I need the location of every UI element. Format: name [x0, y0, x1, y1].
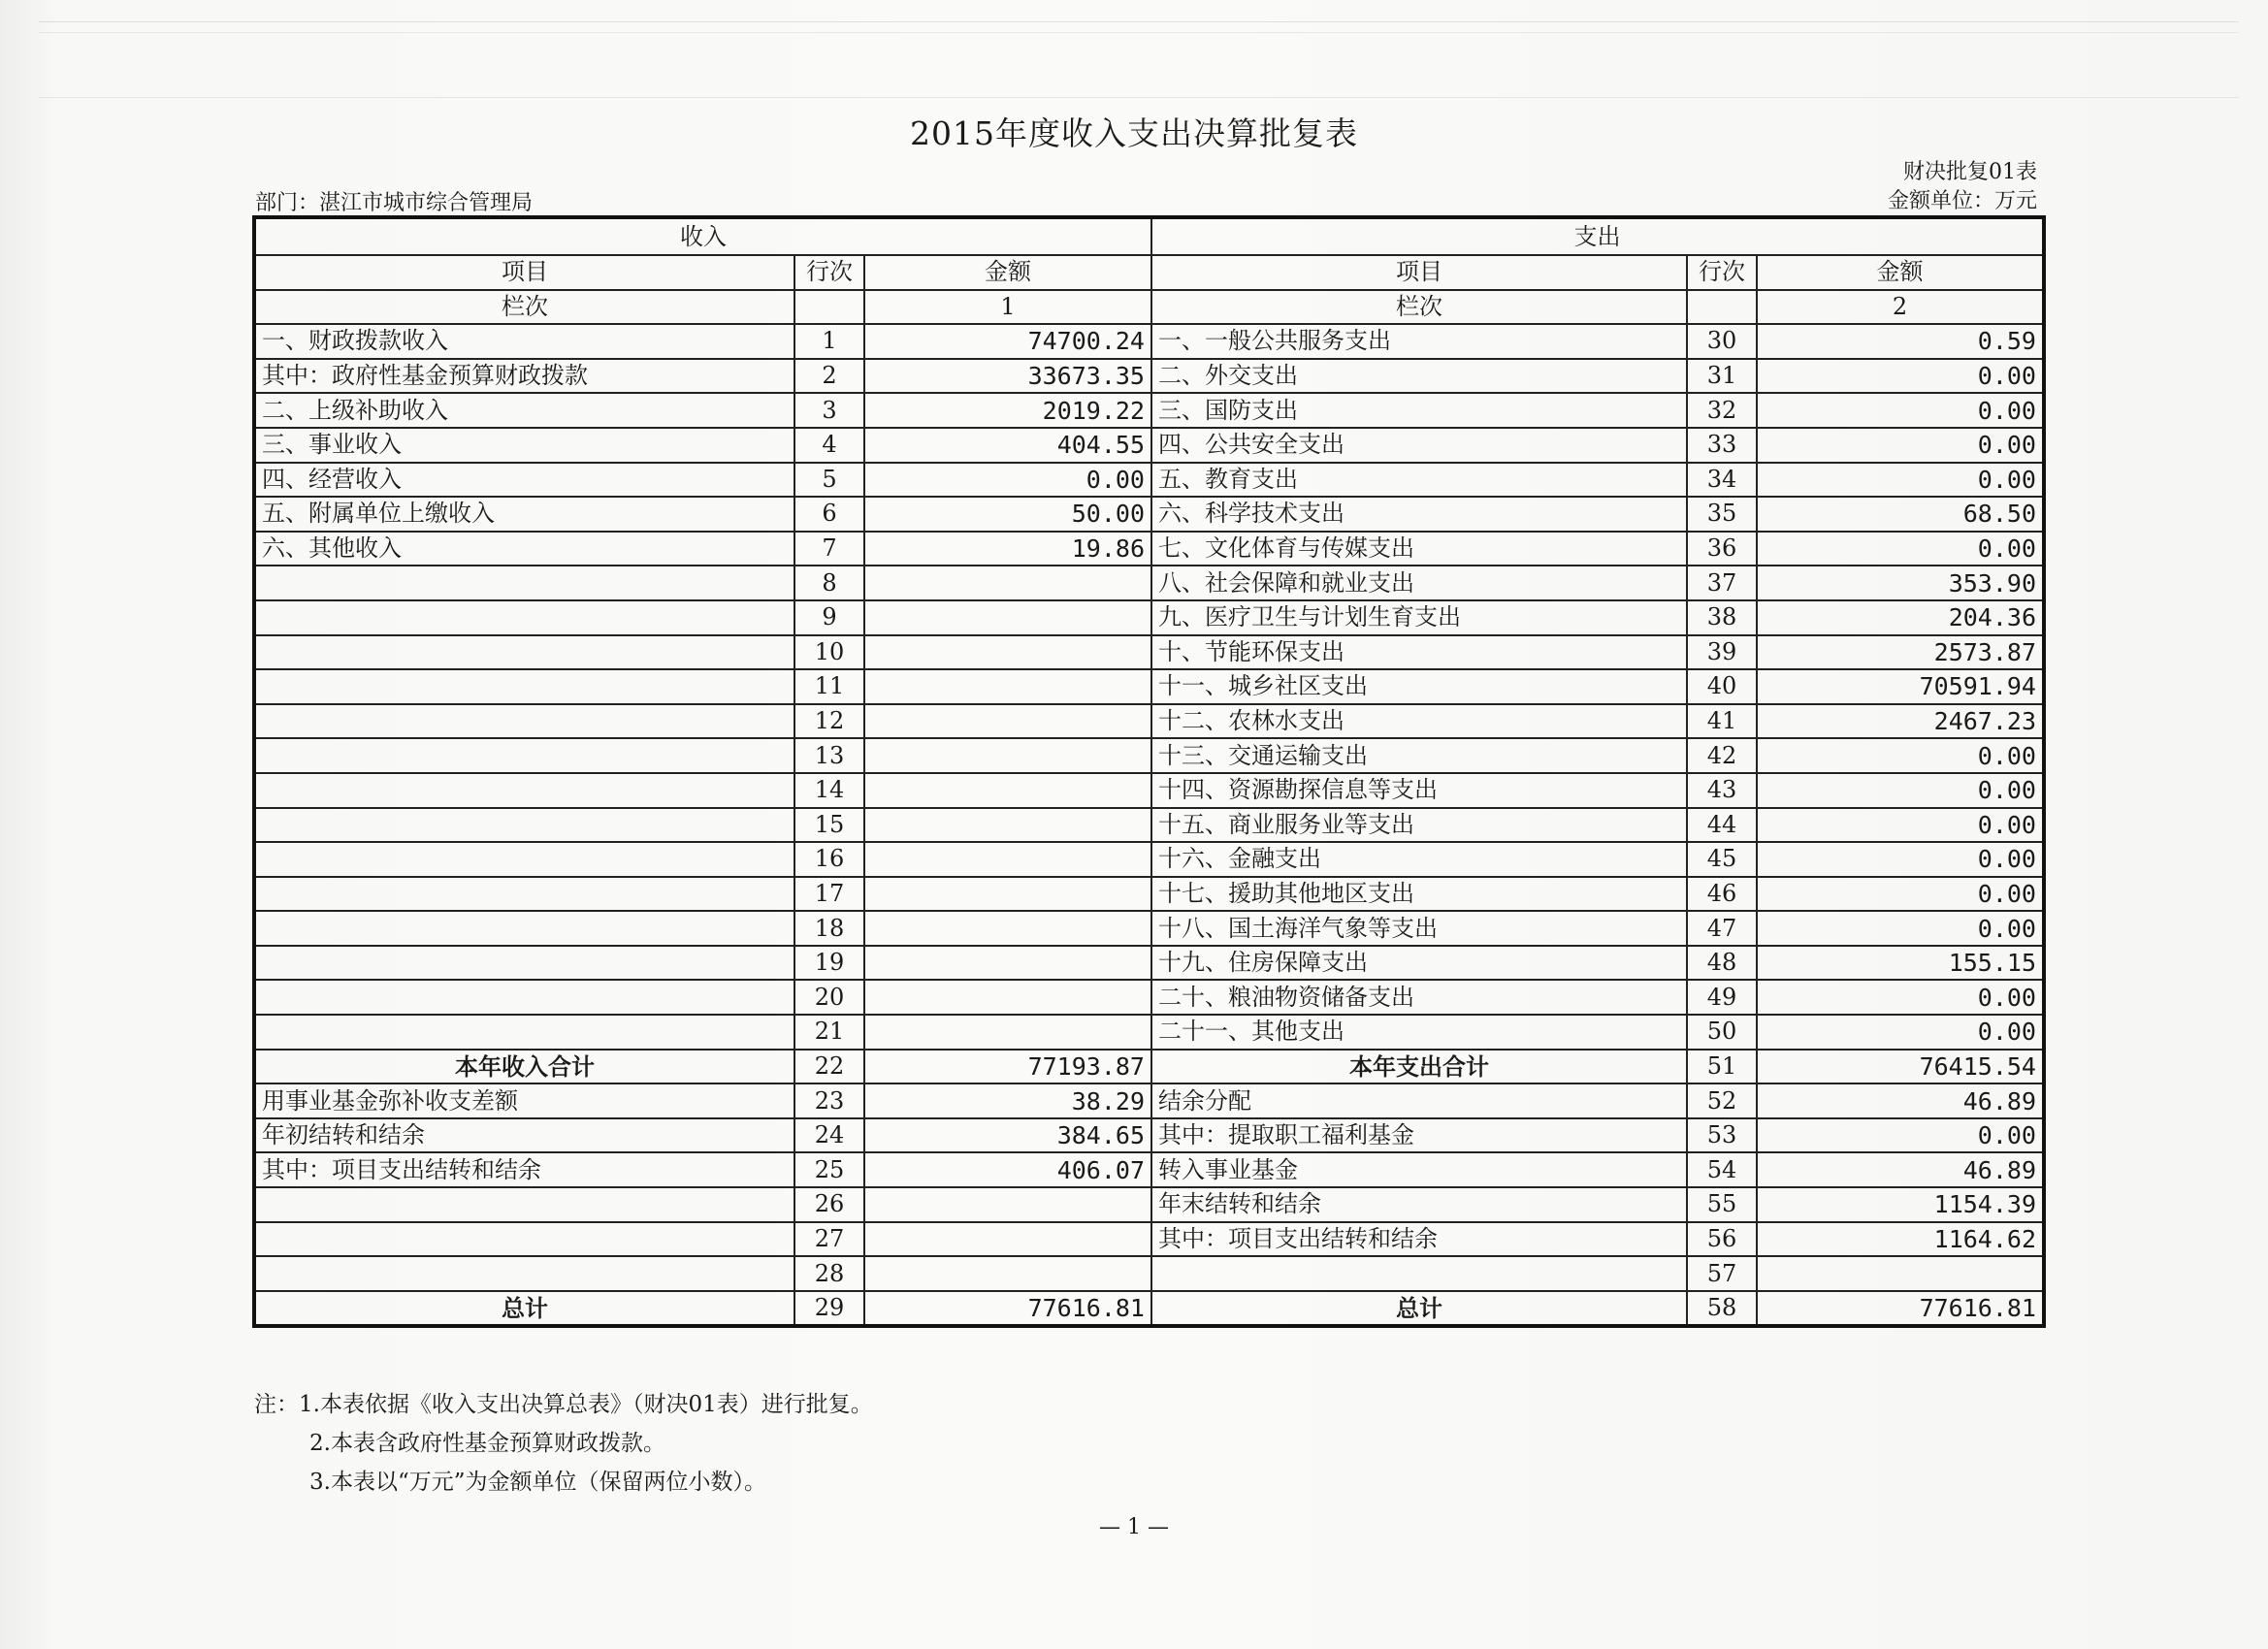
- table-row: [254, 842, 2044, 877]
- income-item-label: [254, 635, 794, 670]
- income-amount: 33673.35: [864, 359, 1151, 394]
- expense-line-header: 行次: [1687, 255, 1757, 290]
- expense-line-number: 36: [1687, 532, 1757, 566]
- expense-item-header: 项目: [1151, 255, 1687, 290]
- expense-amount: 353.90: [1757, 566, 2044, 600]
- income-section-header: 收入: [254, 217, 1151, 255]
- expense-item-label: 其中：项目支出结转和结余: [1151, 1222, 1687, 1257]
- table-row: [254, 738, 2044, 773]
- expense-amount: 0.00: [1757, 808, 2044, 843]
- expense-item-label: 八、社会保障和就业支出: [1151, 566, 1687, 600]
- income-line-number: 10: [794, 635, 864, 670]
- expense-amount-header: 金额: [1757, 255, 2044, 290]
- expense-line-number: 57: [1687, 1256, 1757, 1291]
- income-line-number: 27: [794, 1222, 864, 1257]
- expense-line-number: 47: [1687, 911, 1757, 946]
- table-row: [254, 669, 2044, 704]
- expense-amount: 0.00: [1757, 428, 2044, 463]
- income-amount: 406.07: [864, 1152, 1151, 1187]
- income-amount: 77193.87: [864, 1050, 1151, 1084]
- income-line-number: 3: [794, 393, 864, 428]
- income-item-label: [254, 808, 794, 843]
- income-item-label: [254, 1015, 794, 1050]
- income-item-label: [254, 566, 794, 600]
- income-line-number: 13: [794, 738, 864, 773]
- income-item-label: 二、上级补助收入: [254, 393, 794, 428]
- income-amount-header: 金额: [864, 255, 1151, 290]
- table-row: [254, 808, 2044, 843]
- income-amount: 384.65: [864, 1118, 1151, 1153]
- income-amount: 2019.22: [864, 393, 1151, 428]
- expense-amount: 2573.87: [1757, 635, 2044, 670]
- table-row: [254, 911, 2044, 946]
- expense-item-label: 二、外交支出: [1151, 359, 1687, 394]
- expense-item-label: 十二、农林水支出: [1151, 704, 1687, 739]
- income-column-label: 栏次: [254, 290, 794, 325]
- income-line-number: 12: [794, 704, 864, 739]
- income-line-number: 8: [794, 566, 864, 600]
- income-item-label: 四、经营收入: [254, 463, 794, 498]
- income-amount: [864, 980, 1151, 1015]
- income-item-label: 其中：项目支出结转和结余: [254, 1152, 794, 1187]
- income-line-number: 22: [794, 1050, 864, 1084]
- expense-amount: 0.00: [1757, 738, 2044, 773]
- expense-line-number: 45: [1687, 842, 1757, 877]
- income-line-number: 20: [794, 980, 864, 1015]
- expense-item-label: 本年支出合计: [1151, 1050, 1687, 1084]
- table-row: [254, 497, 2044, 532]
- table-row: [254, 635, 2044, 670]
- income-line-number: 26: [794, 1187, 864, 1222]
- income-amount: 404.55: [864, 428, 1151, 463]
- income-amount: [864, 808, 1151, 843]
- table-row: [254, 1015, 2044, 1050]
- income-amount: [864, 1222, 1151, 1257]
- expense-item-label: 转入事业基金: [1151, 1152, 1687, 1187]
- expense-item-label: 四、公共安全支出: [1151, 428, 1687, 463]
- table-row: [254, 428, 2044, 463]
- income-line-number: 23: [794, 1083, 864, 1118]
- expense-item-label: 十四、资源勘探信息等支出: [1151, 773, 1687, 808]
- expense-item-label: 十、节能环保支出: [1151, 635, 1687, 670]
- expense-line-number: 52: [1687, 1083, 1757, 1118]
- expense-amount: 0.00: [1757, 393, 2044, 428]
- expense-column-index: 2: [1757, 290, 2044, 325]
- expense-column-index-blank: [1687, 290, 1757, 325]
- document-title: 2015年度收入支出决算批复表: [910, 114, 1358, 152]
- table-row: [254, 1118, 2044, 1153]
- income-item-label: 六、其他收入: [254, 532, 794, 566]
- income-amount: 0.00: [864, 463, 1151, 498]
- income-item-label: 用事业基金弥补收支差额: [254, 1083, 794, 1118]
- table-row: [254, 1222, 2044, 1257]
- expense-item-label: 十七、援助其他地区支出: [1151, 877, 1687, 912]
- expense-line-number: 38: [1687, 600, 1757, 635]
- income-line-number: 28: [794, 1256, 864, 1291]
- income-line-number: 4: [794, 428, 864, 463]
- expense-item-label: 二十一、其他支出: [1151, 1015, 1687, 1050]
- income-line-number: 19: [794, 946, 864, 981]
- expense-line-number: 46: [1687, 877, 1757, 912]
- income-amount: 77616.81: [864, 1291, 1151, 1327]
- page-number: — 1 —: [1099, 1515, 1169, 1539]
- expense-line-number: 35: [1687, 497, 1757, 532]
- expense-amount: 0.00: [1757, 980, 2044, 1015]
- expense-line-number: 42: [1687, 738, 1757, 773]
- expense-item-label: 二十、粮油物资储备支出: [1151, 980, 1687, 1015]
- expense-line-number: 41: [1687, 704, 1757, 739]
- income-amount: [864, 704, 1151, 739]
- table-row: [254, 1291, 2044, 1327]
- expense-item-label: 六、科学技术支出: [1151, 497, 1687, 532]
- income-item-label: 其中：政府性基金预算财政拨款: [254, 359, 794, 394]
- table-row: [254, 1083, 2044, 1118]
- expense-amount: 46.89: [1757, 1083, 2044, 1118]
- column-header-row: [254, 255, 2044, 290]
- footnote-1: 注：1.本表依据《收入支出决算总表》（财决01表）进行批复。: [254, 1392, 873, 1417]
- expense-amount: [1757, 1256, 2044, 1291]
- expense-item-label: 十六、金融支出: [1151, 842, 1687, 877]
- expense-item-label: 十三、交通运输支出: [1151, 738, 1687, 773]
- table-row: [254, 704, 2044, 739]
- expense-amount: 70591.94: [1757, 669, 2044, 704]
- income-line-number: 18: [794, 911, 864, 946]
- table-row: [254, 1152, 2044, 1187]
- expense-item-label: 三、国防支出: [1151, 393, 1687, 428]
- expense-column-label: 栏次: [1151, 290, 1687, 325]
- income-item-label: 三、事业收入: [254, 428, 794, 463]
- expense-amount: 0.00: [1757, 842, 2044, 877]
- expense-line-number: 53: [1687, 1118, 1757, 1153]
- income-line-number: 5: [794, 463, 864, 498]
- expense-amount: 0.59: [1757, 324, 2044, 359]
- column-index-row: [254, 290, 2044, 325]
- expense-line-number: 51: [1687, 1050, 1757, 1084]
- income-item-label: [254, 1187, 794, 1222]
- income-amount: [864, 911, 1151, 946]
- income-amount: 19.86: [864, 532, 1151, 566]
- table-row: [254, 532, 2044, 566]
- expense-amount: 0.00: [1757, 359, 2044, 394]
- income-expense-table: [252, 215, 2046, 1328]
- income-amount: [864, 1187, 1151, 1222]
- expense-item-label: [1151, 1256, 1687, 1291]
- income-line-number: 1: [794, 324, 864, 359]
- expense-amount: 0.00: [1757, 1118, 2044, 1153]
- expense-line-number: 58: [1687, 1291, 1757, 1327]
- form-number: 财决批复01表: [1903, 160, 2037, 184]
- income-line-number: 16: [794, 842, 864, 877]
- expense-item-label: 十九、住房保障支出: [1151, 946, 1687, 981]
- income-item-label: 年初结转和结余: [254, 1118, 794, 1153]
- table-body: [254, 217, 2044, 1326]
- expense-item-label: 年末结转和结余: [1151, 1187, 1687, 1222]
- table-row: [254, 600, 2044, 635]
- income-item-label: [254, 704, 794, 739]
- income-item-label: [254, 911, 794, 946]
- table-row: [254, 324, 2044, 359]
- expense-item-label: 一、一般公共服务支出: [1151, 324, 1687, 359]
- table-row: [254, 980, 2044, 1015]
- expense-item-label: 九、医疗卫生与计划生育支出: [1151, 600, 1687, 635]
- income-line-number: 25: [794, 1152, 864, 1187]
- expense-amount: 0.00: [1757, 1015, 2044, 1050]
- income-item-label: [254, 600, 794, 635]
- expense-line-number: 31: [1687, 359, 1757, 394]
- expense-amount: 0.00: [1757, 877, 2044, 912]
- income-amount: [864, 877, 1151, 912]
- expense-amount: 0.00: [1757, 463, 2044, 498]
- table-row: [254, 463, 2044, 498]
- income-item-header: 项目: [254, 255, 794, 290]
- income-line-number: 21: [794, 1015, 864, 1050]
- table-row: [254, 946, 2044, 981]
- expense-amount: 0.00: [1757, 532, 2044, 566]
- income-amount: 38.29: [864, 1083, 1151, 1118]
- income-amount: [864, 566, 1151, 600]
- expense-line-number: 40: [1687, 669, 1757, 704]
- income-amount: 50.00: [864, 497, 1151, 532]
- income-line-header: 行次: [794, 255, 864, 290]
- expense-amount: 46.89: [1757, 1152, 2044, 1187]
- expense-line-number: 43: [1687, 773, 1757, 808]
- income-item-label: [254, 946, 794, 981]
- income-amount: [864, 600, 1151, 635]
- income-item-label: [254, 1222, 794, 1257]
- income-item-label: 五、附属单位上缴收入: [254, 497, 794, 532]
- expense-item-label: 结余分配: [1151, 1083, 1687, 1118]
- income-item-label: [254, 669, 794, 704]
- income-line-number: 17: [794, 877, 864, 912]
- footnotes: [254, 1385, 873, 1502]
- table-row: [254, 773, 2044, 808]
- expense-line-number: 34: [1687, 463, 1757, 498]
- income-amount: [864, 946, 1151, 981]
- income-amount: [864, 738, 1151, 773]
- income-item-label: [254, 877, 794, 912]
- expense-item-label: 七、文化体育与传媒支出: [1151, 532, 1687, 566]
- income-amount: [864, 1256, 1151, 1291]
- income-item-label: 总计: [254, 1291, 794, 1327]
- expense-line-number: 49: [1687, 980, 1757, 1015]
- amount-unit-label: 金额单位：万元: [1887, 189, 2037, 213]
- table-row: [254, 359, 2044, 394]
- income-line-number: 15: [794, 808, 864, 843]
- footnote-2: 2.本表含政府性基金预算财政拨款。: [309, 1431, 665, 1456]
- expense-line-number: 56: [1687, 1222, 1757, 1257]
- expense-amount: 1154.39: [1757, 1187, 2044, 1222]
- income-amount: [864, 1015, 1151, 1050]
- section-header-row: [254, 217, 2044, 255]
- income-amount: 74700.24: [864, 324, 1151, 359]
- expense-item-label: 十一、城乡社区支出: [1151, 669, 1687, 704]
- expense-amount: 76415.54: [1757, 1050, 2044, 1084]
- expense-line-number: 33: [1687, 428, 1757, 463]
- expense-amount: 204.36: [1757, 600, 2044, 635]
- expense-line-number: 30: [1687, 324, 1757, 359]
- income-line-number: 14: [794, 773, 864, 808]
- income-line-number: 29: [794, 1291, 864, 1327]
- income-column-index-blank: [794, 290, 864, 325]
- scan-artifact: [39, 21, 2239, 33]
- expense-line-number: 32: [1687, 393, 1757, 428]
- income-item-label: [254, 1256, 794, 1291]
- income-line-number: 11: [794, 669, 864, 704]
- table-row: [254, 1187, 2044, 1222]
- income-line-number: 6: [794, 497, 864, 532]
- income-amount: [864, 635, 1151, 670]
- expense-section-header: 支出: [1151, 217, 2044, 255]
- expense-item-label: 其中：提取职工福利基金: [1151, 1118, 1687, 1153]
- expense-line-number: 39: [1687, 635, 1757, 670]
- income-item-label: 一、财政拨款收入: [254, 324, 794, 359]
- expense-amount: 0.00: [1757, 773, 2044, 808]
- department-label: 部门：湛江市城市综合管理局: [255, 191, 534, 215]
- income-item-label: [254, 773, 794, 808]
- income-column-index: 1: [864, 290, 1151, 325]
- expense-amount: 0.00: [1757, 911, 2044, 946]
- expense-amount: 1164.62: [1757, 1222, 2044, 1257]
- expense-item-label: 十五、商业服务业等支出: [1151, 808, 1687, 843]
- income-item-label: [254, 842, 794, 877]
- expense-line-number: 50: [1687, 1015, 1757, 1050]
- footnote-3: 3.本表以“万元”为金额单位（保留两位小数）。: [309, 1470, 766, 1495]
- income-item-label: [254, 980, 794, 1015]
- table-row: [254, 1256, 2044, 1291]
- income-amount: [864, 773, 1151, 808]
- expense-line-number: 44: [1687, 808, 1757, 843]
- expense-item-label: 十八、国土海洋气象等支出: [1151, 911, 1687, 946]
- expense-line-number: 37: [1687, 566, 1757, 600]
- income-item-label: [254, 738, 794, 773]
- income-item-label: 本年收入合计: [254, 1050, 794, 1084]
- expense-line-number: 48: [1687, 946, 1757, 981]
- income-amount: [864, 669, 1151, 704]
- income-line-number: 2: [794, 359, 864, 394]
- expense-amount: 2467.23: [1757, 704, 2044, 739]
- table-row: [254, 877, 2044, 912]
- income-line-number: 24: [794, 1118, 864, 1153]
- expense-line-number: 54: [1687, 1152, 1757, 1187]
- income-amount: [864, 842, 1151, 877]
- expense-amount: 77616.81: [1757, 1291, 2044, 1327]
- expense-item-label: 总计: [1151, 1291, 1687, 1327]
- income-line-number: 9: [794, 600, 864, 635]
- table-row: [254, 566, 2044, 600]
- expense-amount: 155.15: [1757, 946, 2044, 981]
- expense-line-number: 55: [1687, 1187, 1757, 1222]
- scan-artifact: [39, 97, 2239, 102]
- table-row: [254, 1050, 2044, 1084]
- expense-amount: 68.50: [1757, 497, 2044, 532]
- table-row: [254, 393, 2044, 428]
- expense-item-label: 五、教育支出: [1151, 463, 1687, 498]
- income-line-number: 7: [794, 532, 864, 566]
